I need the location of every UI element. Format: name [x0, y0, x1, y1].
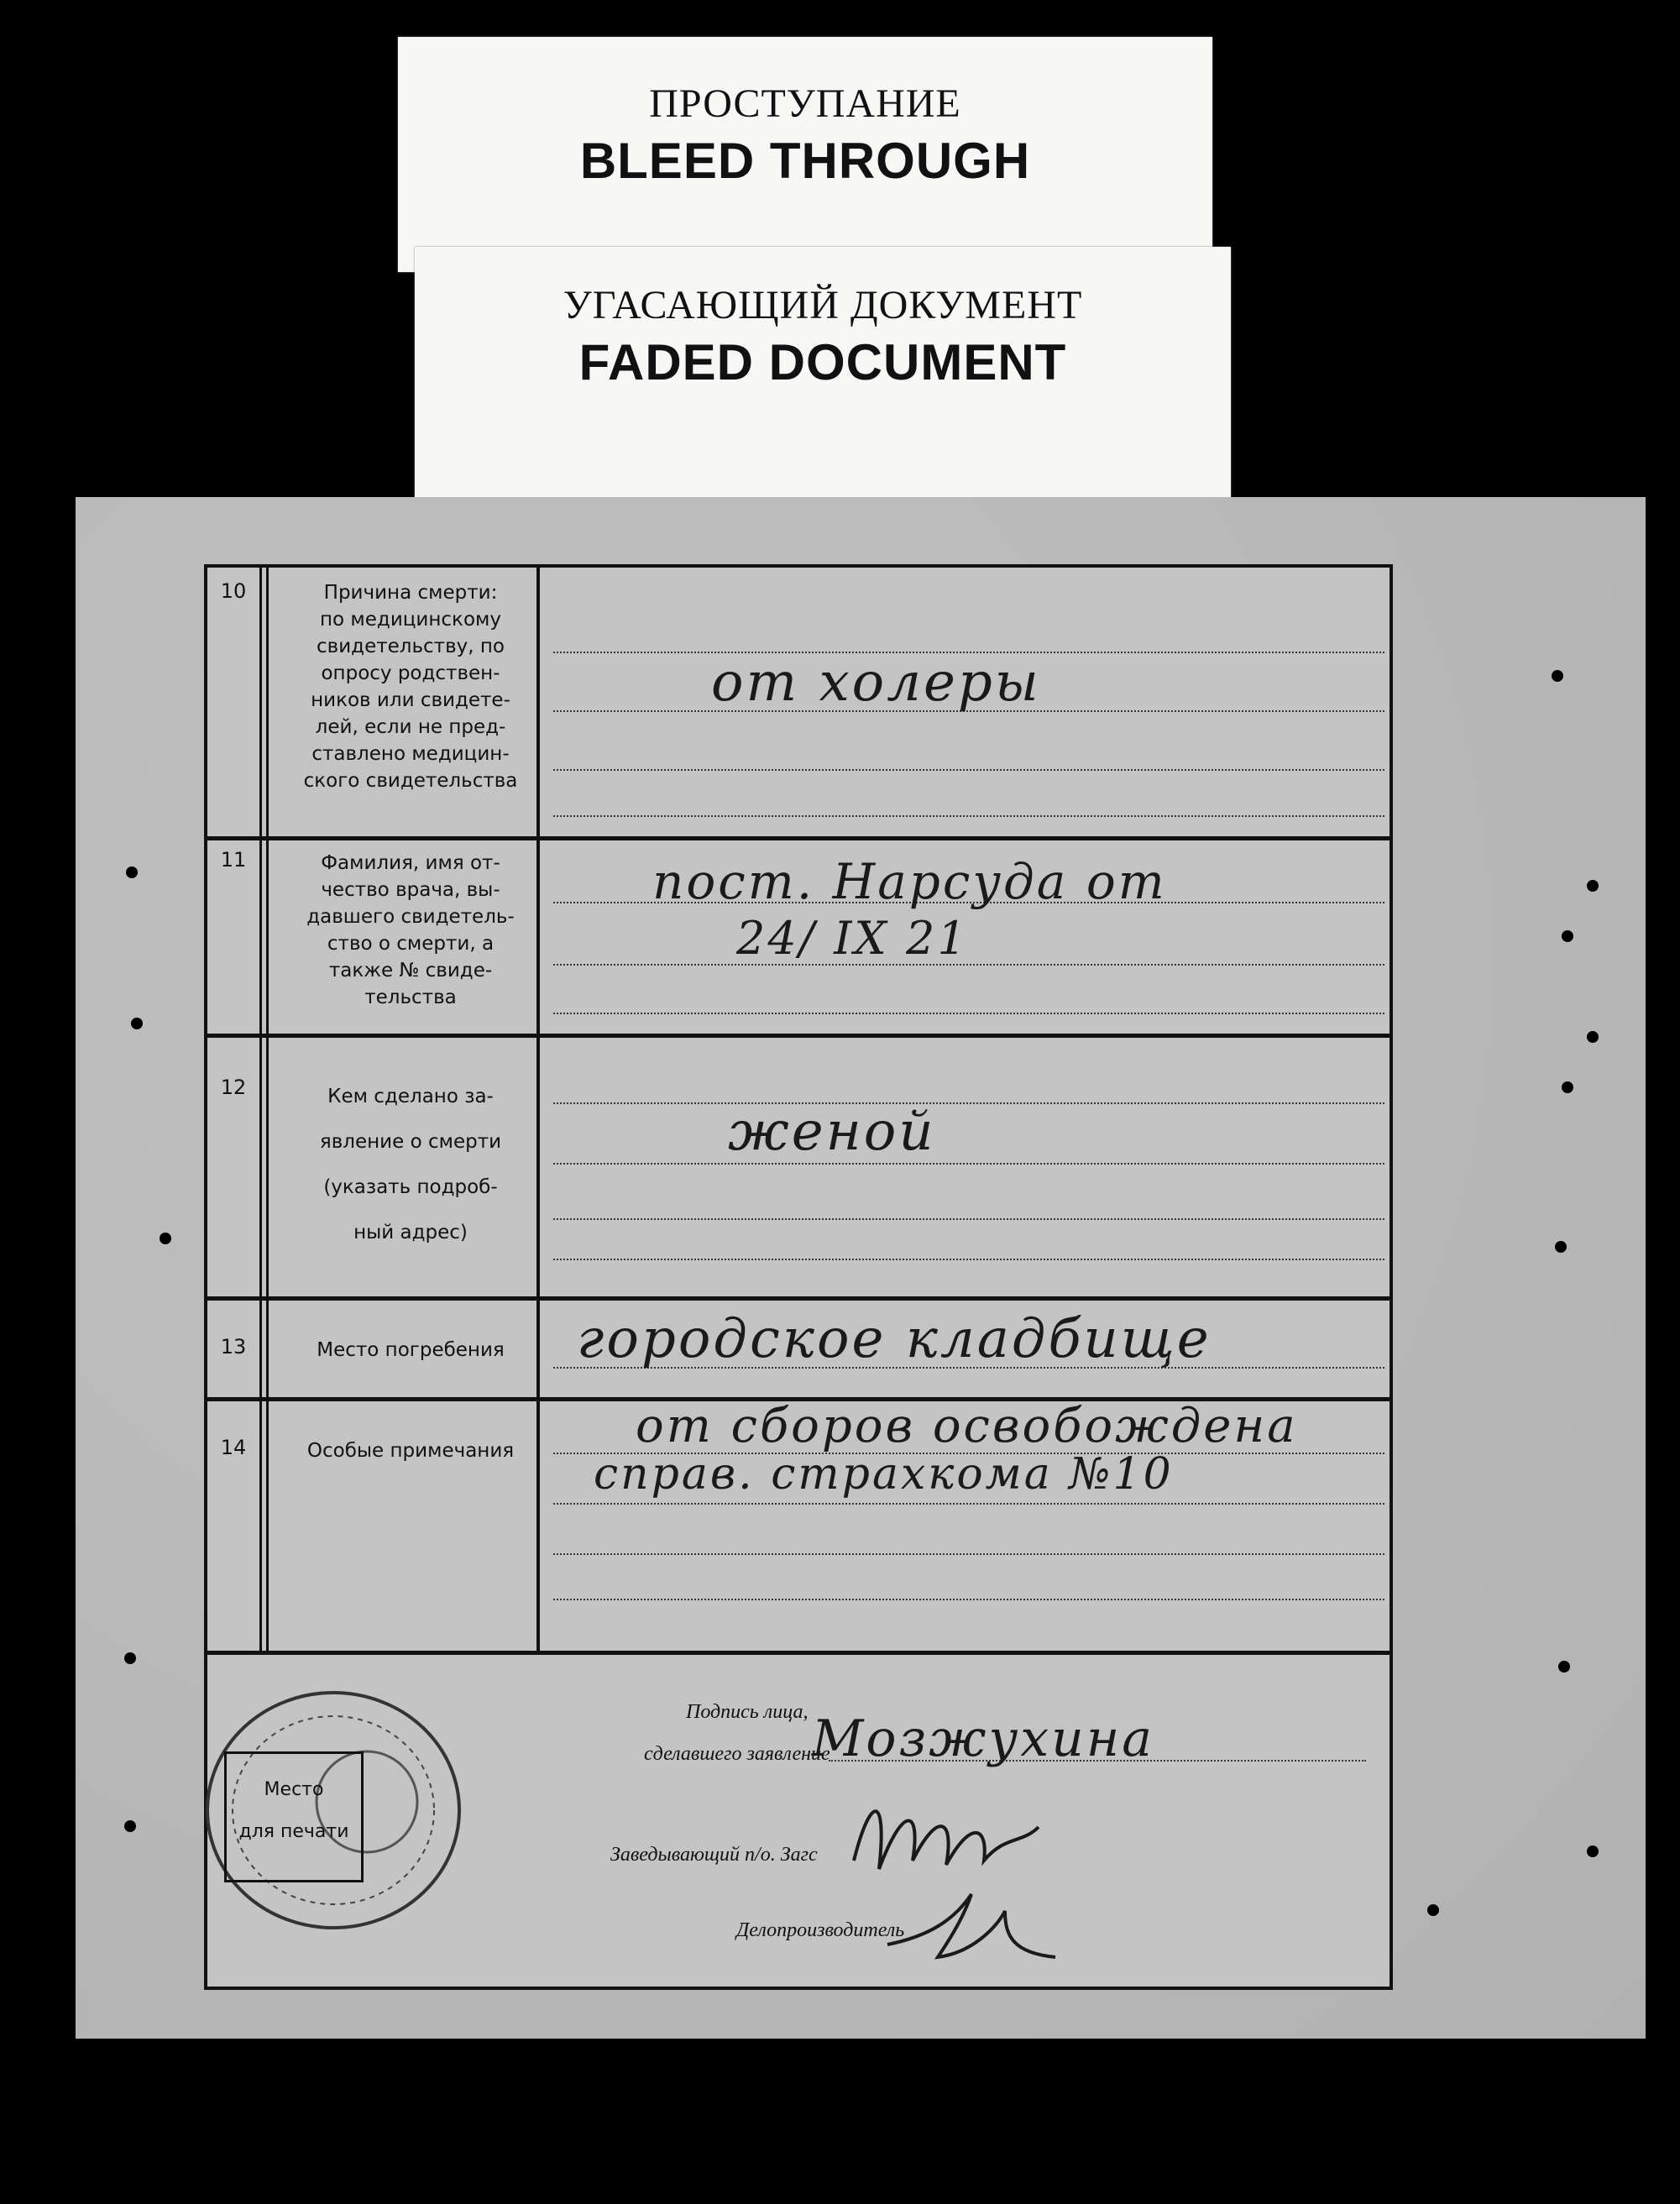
burial-place-entry: городское кладбище	[577, 1308, 1212, 1370]
row-number: 12	[220, 1076, 247, 1099]
form-row-10	[207, 568, 1390, 840]
clerk-signature-scribble	[879, 1877, 1064, 1970]
document-sheet	[76, 497, 1646, 2039]
faded-document-en: FADED DOCUMENT	[578, 334, 1067, 390]
punch-hole	[1587, 1845, 1599, 1857]
doctor-entry-line-1: пост. Нарсуда от	[652, 853, 1167, 910]
row-description: Место погребения	[317, 1339, 505, 1361]
form-row-13	[207, 1296, 1390, 1401]
bleed-through-target-card	[398, 37, 1212, 272]
applicant-signature-label-2: сделавшего заявление	[644, 1743, 830, 1765]
row-description: Особые примечания	[306, 1440, 515, 1462]
punch-hole	[1552, 670, 1563, 682]
cause-of-death-entry: от холеры	[711, 652, 1041, 714]
form-row-11	[207, 836, 1390, 1038]
punch-hole	[1558, 1661, 1570, 1673]
stamp-box-line-2: для печати	[238, 1821, 349, 1842]
row-number: 10	[220, 579, 247, 603]
remarks-entry-line-1: от сборов освобождена	[636, 1399, 1298, 1453]
form-row-14	[207, 1397, 1390, 1655]
head-signature-scribble	[845, 1777, 1047, 1886]
bleed-through-en: BLEED THROUGH	[579, 133, 1031, 189]
declarant-entry: женой	[728, 1101, 936, 1163]
form-row-12	[207, 1034, 1390, 1301]
row-number: 11	[220, 848, 247, 872]
bleed-through-ru: ПРОСТУПАНИЕ	[649, 81, 961, 126]
doctor-entry-line-2: 24/ IX 21	[736, 912, 969, 965]
row-description: Фамилия, имя от- чество врача, вы- давшего свидетель- ство о смерти, а также № свиде- тельства	[306, 852, 515, 1008]
punch-hole	[1562, 1081, 1573, 1093]
applicant-signature: Мозжухина	[812, 1709, 1155, 1768]
death-record-form	[204, 564, 1393, 1990]
row-number: 13	[220, 1335, 247, 1359]
stamp-box-line-1: Место	[264, 1779, 324, 1800]
punch-hole	[124, 1652, 136, 1664]
applicant-signature-label-1: Подпись лица,	[686, 1701, 809, 1723]
stamp-placeholder-box	[224, 1751, 364, 1882]
punch-hole	[126, 866, 138, 878]
official-seal	[199, 1684, 468, 1936]
faded-document-target-card	[415, 247, 1231, 504]
punch-hole	[1587, 880, 1599, 892]
punch-hole	[1562, 930, 1573, 942]
remarks-entry-line-2: справ. страхкома №10	[594, 1449, 1174, 1500]
row-description: Кем сделано за- явление о смерти (указать подроб- ный адрес)	[319, 1086, 502, 1243]
faded-document-ru: УГАСАЮЩИЙ ДОКУМЕНТ	[563, 283, 1083, 327]
punch-hole	[1587, 1031, 1599, 1043]
punch-hole	[160, 1233, 171, 1244]
row-number: 14	[220, 1436, 247, 1459]
clerk-label: Делопроизводитель	[736, 1919, 905, 1941]
punch-hole	[124, 1820, 136, 1832]
row-description: Причина смерти: по медицинскому свидетельству, по опросу родствен- ников или свидете- лей, если не пред- ставлено медицин- ского свидетельства	[303, 582, 518, 792]
head-of-registry-label: Заведывающий п/о. Загс	[610, 1844, 818, 1866]
punch-hole	[1427, 1904, 1439, 1916]
punch-hole	[131, 1018, 143, 1029]
punch-hole	[1555, 1241, 1567, 1253]
